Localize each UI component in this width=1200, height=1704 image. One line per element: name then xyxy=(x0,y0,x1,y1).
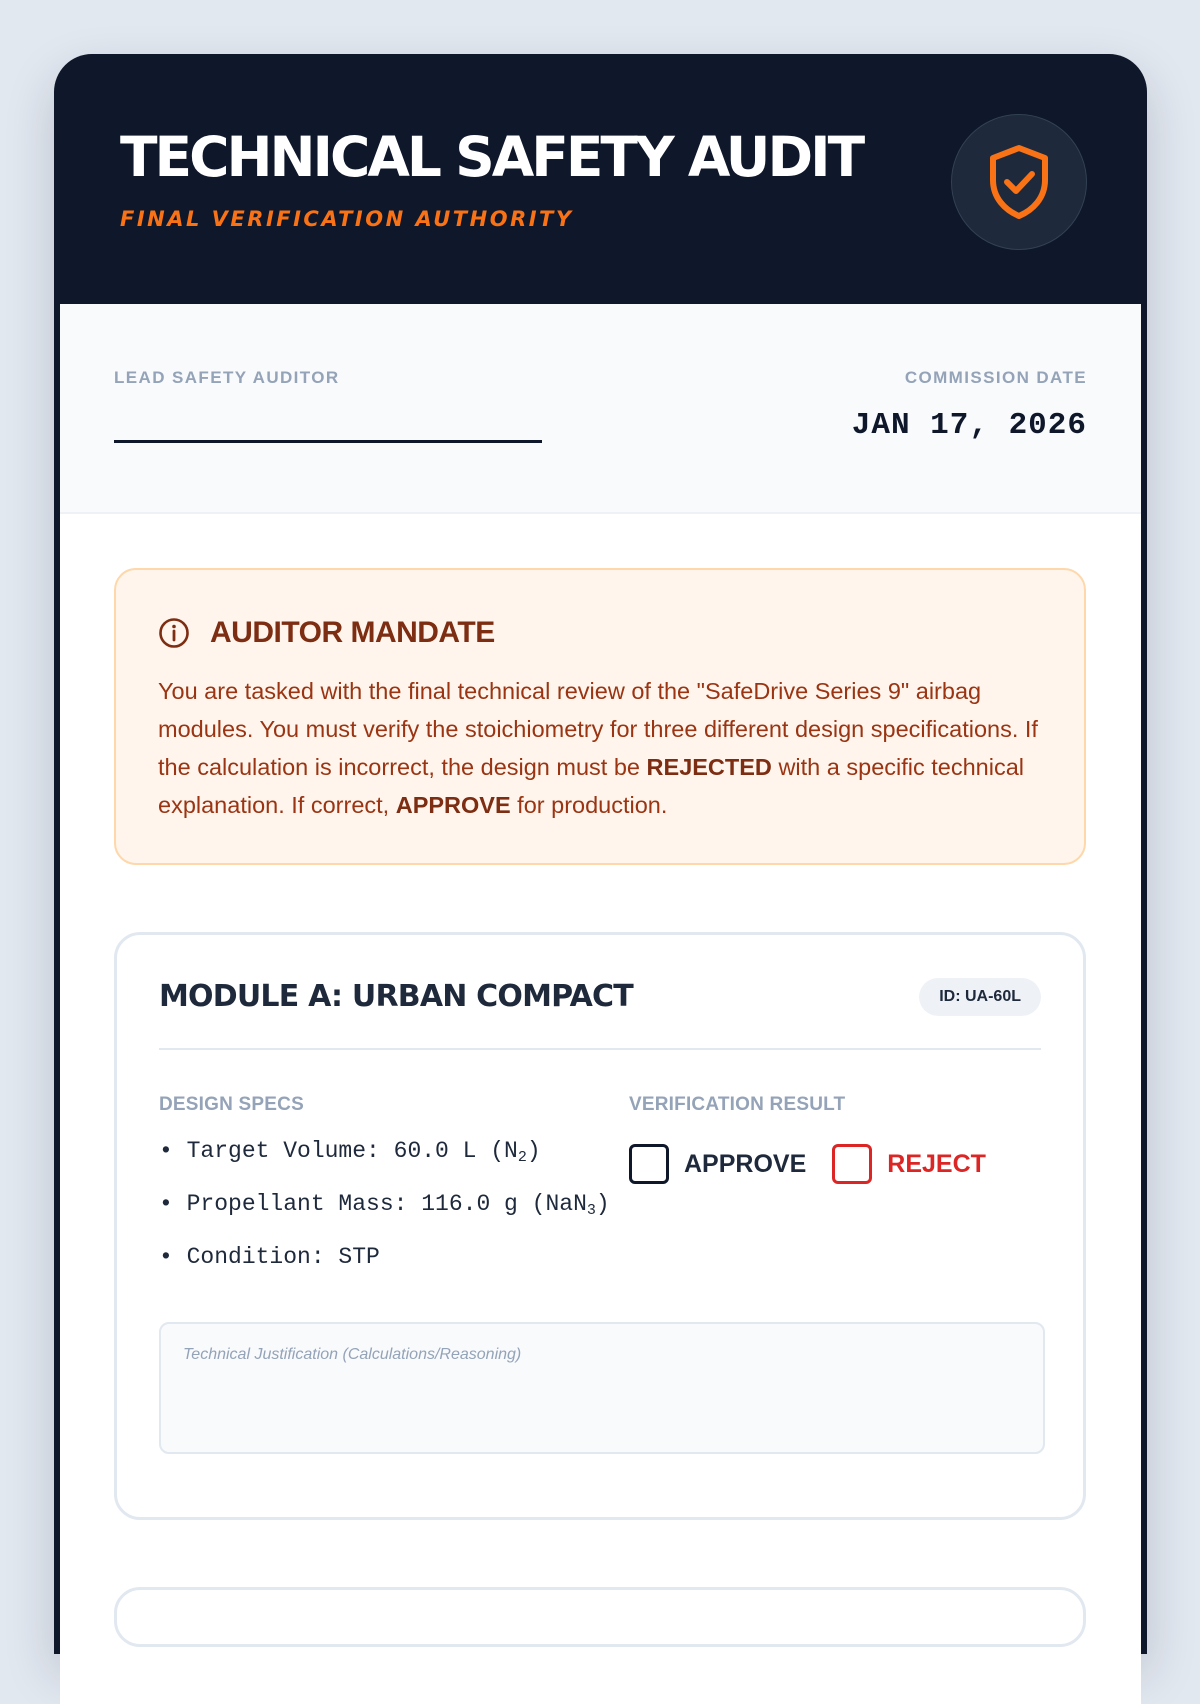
date-label: COMMISSION DATE xyxy=(904,368,1087,387)
approve-checkbox-box[interactable] xyxy=(629,1144,669,1184)
shield-badge xyxy=(951,114,1087,250)
commission-date: JAN 17, 2026 xyxy=(851,408,1087,443)
rejected-keyword: REJECTED xyxy=(646,754,772,780)
module-b-card xyxy=(114,1587,1086,1647)
approve-label: APPROVE xyxy=(684,1149,807,1178)
module-id-badge: ID: UA-60L xyxy=(919,978,1041,1016)
auditor-label: LEAD SAFETY AUDITOR xyxy=(114,368,340,387)
technical-justification-input[interactable] xyxy=(159,1322,1045,1454)
verification-result-label: VERIFICATION RESULT xyxy=(629,1094,846,1115)
mandate-title: AUDITOR MANDATE xyxy=(210,616,495,649)
auditor-mandate-card xyxy=(114,568,1086,865)
mandate-text: You are tasked with the final technical review of the "SafeDrive Series 9" airbag modules. You must verify the stoichiometry for three different design specifications. If the calculation is incorrect, the design must be REJECTED with a specific technical explanation. If correct, APPROVE for production. xyxy=(158,678,1038,818)
spec-propellant-mass: • Propellant Mass: 116.0 g (NaN$_3$) xyxy=(159,1191,610,1219)
shield-check-icon xyxy=(987,144,1051,220)
meta-section xyxy=(60,304,1141,514)
auditor-signature-line[interactable] xyxy=(114,440,542,443)
page-title: TECHNICAL SAFETY AUDIT xyxy=(120,125,863,189)
approve-keyword: APPROVE xyxy=(395,792,511,818)
approve-checkbox[interactable] xyxy=(629,1144,806,1184)
design-specs-list xyxy=(159,1134,629,1274)
design-specs-label: DESIGN SPECS xyxy=(159,1094,304,1115)
module-title: MODULE A: URBAN COMPACT xyxy=(159,979,633,1014)
spec-condition: • Condition: STP xyxy=(159,1244,380,1270)
reject-checkbox[interactable] xyxy=(832,1144,986,1184)
page-subtitle: FINAL VERIFICATION AUTHORITY xyxy=(120,207,574,231)
module-a-card xyxy=(114,932,1086,1520)
spec-target-volume: • Target Volume: 60.0 L $(N_2)$ xyxy=(159,1138,541,1166)
reject-checkbox-box[interactable] xyxy=(832,1144,872,1184)
header xyxy=(60,54,1141,304)
reject-label: REJECT xyxy=(887,1149,986,1178)
info-icon xyxy=(158,617,190,649)
